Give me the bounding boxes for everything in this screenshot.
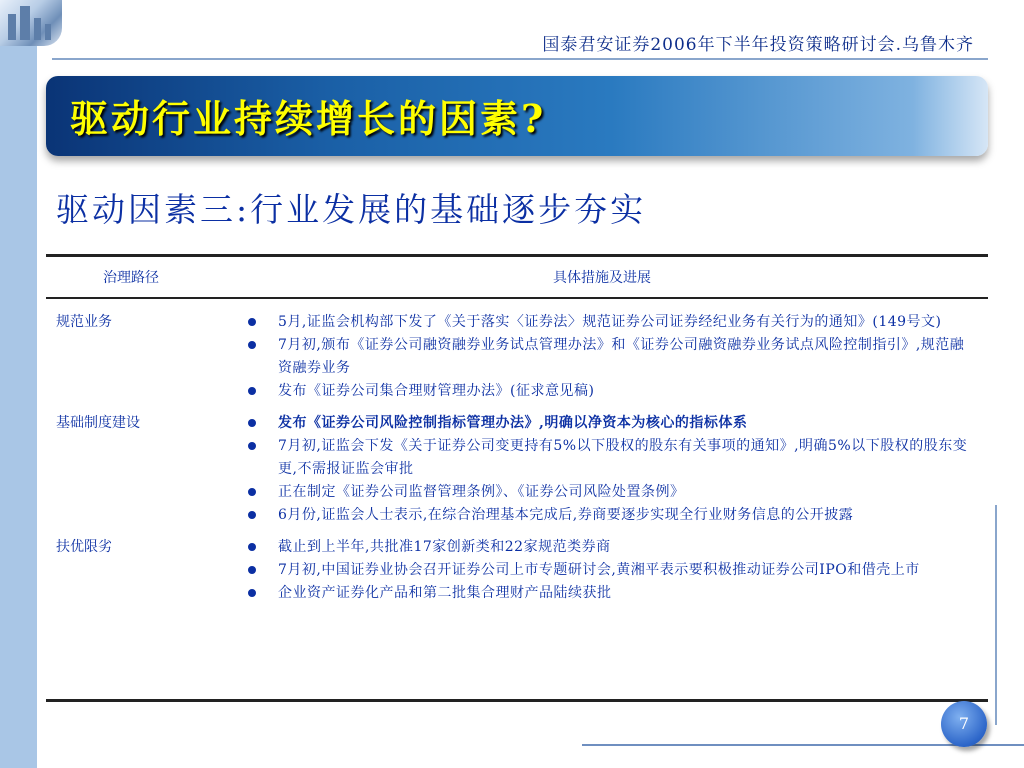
bullet-icon	[248, 543, 256, 551]
bullet-icon	[248, 419, 256, 427]
bullet-icon	[248, 442, 256, 450]
table-row	[46, 527, 988, 605]
row-items	[228, 412, 988, 527]
table-header	[46, 257, 988, 299]
list-item: 6月份,证监会人士表示,在综合治理基本完成后,券商要逐步实现全行业财务信息的公开披露	[228, 504, 974, 527]
header-divider	[52, 58, 988, 60]
bullet-icon	[248, 488, 256, 496]
title-banner	[46, 76, 988, 156]
bullet-icon	[248, 341, 256, 349]
left-decorative-bar	[0, 0, 37, 768]
measures-table	[46, 254, 988, 702]
list-item: 正在制定《证券公司监督管理条例》、《证券公司风险处置条例》	[228, 481, 974, 504]
bullet-icon	[248, 318, 256, 326]
slide-subtitle: 驱动因素三:行业发展的基础逐步夯实	[56, 190, 647, 229]
list-item: 7月初,中国证券业协会召开证券公司上市专题研讨会,黄湘平表示要积极推动证券公司IPO和借壳上市	[228, 559, 974, 582]
row-label: 扶优限劣	[56, 539, 112, 555]
bullet-icon	[248, 387, 256, 395]
list-item: 发布《证券公司风险控制指标管理办法》,明确以净资本为核心的指标体系	[228, 412, 974, 435]
row-items	[228, 311, 988, 403]
row-items	[228, 536, 988, 605]
table-row	[46, 303, 988, 403]
bullet-icon	[248, 589, 256, 597]
right-divider	[995, 505, 997, 725]
list-item: 7月初,证监会下发《关于证券公司变更持有5%以下股权的股东有关事项的通知》,明确5%以下股权的股东变更,不需报证监会审批	[228, 435, 974, 481]
slide-title: 驱动行业持续增长的因素?	[70, 96, 547, 141]
list-item: 7月初,颁布《证券公司融资融券业务试点管理办法》和《证券公司融资融券业务试点风险控制指引》,规范融资融券业务	[228, 334, 974, 380]
list-item: 企业资产证券化产品和第二批集合理财产品陆续获批	[228, 582, 974, 605]
bullet-icon	[248, 566, 256, 574]
list-item: 发布《证券公司集合理财管理办法》(征求意见稿)	[228, 380, 974, 403]
row-label: 基础制度建设	[56, 415, 140, 431]
bullet-icon	[248, 511, 256, 519]
header-title: 国泰君安证券2006年下半年投资策略研讨会.乌鲁木齐	[542, 35, 974, 55]
logo	[0, 0, 62, 46]
page-number-badge: 7	[941, 701, 987, 747]
column-header-path: 治理路径	[103, 270, 159, 286]
table-row	[46, 403, 988, 527]
list-item: 5月,证监会机构部下发了《关于落实〈证券法〉规范证券公司证券经纪业务有关行为的通知》(149号文)	[228, 311, 974, 334]
list-item: 截止到上半年,共批准17家创新类和22家规范类券商	[228, 536, 974, 559]
row-label: 规范业务	[56, 314, 112, 330]
column-header-measures: 具体措施及进展	[553, 270, 651, 286]
